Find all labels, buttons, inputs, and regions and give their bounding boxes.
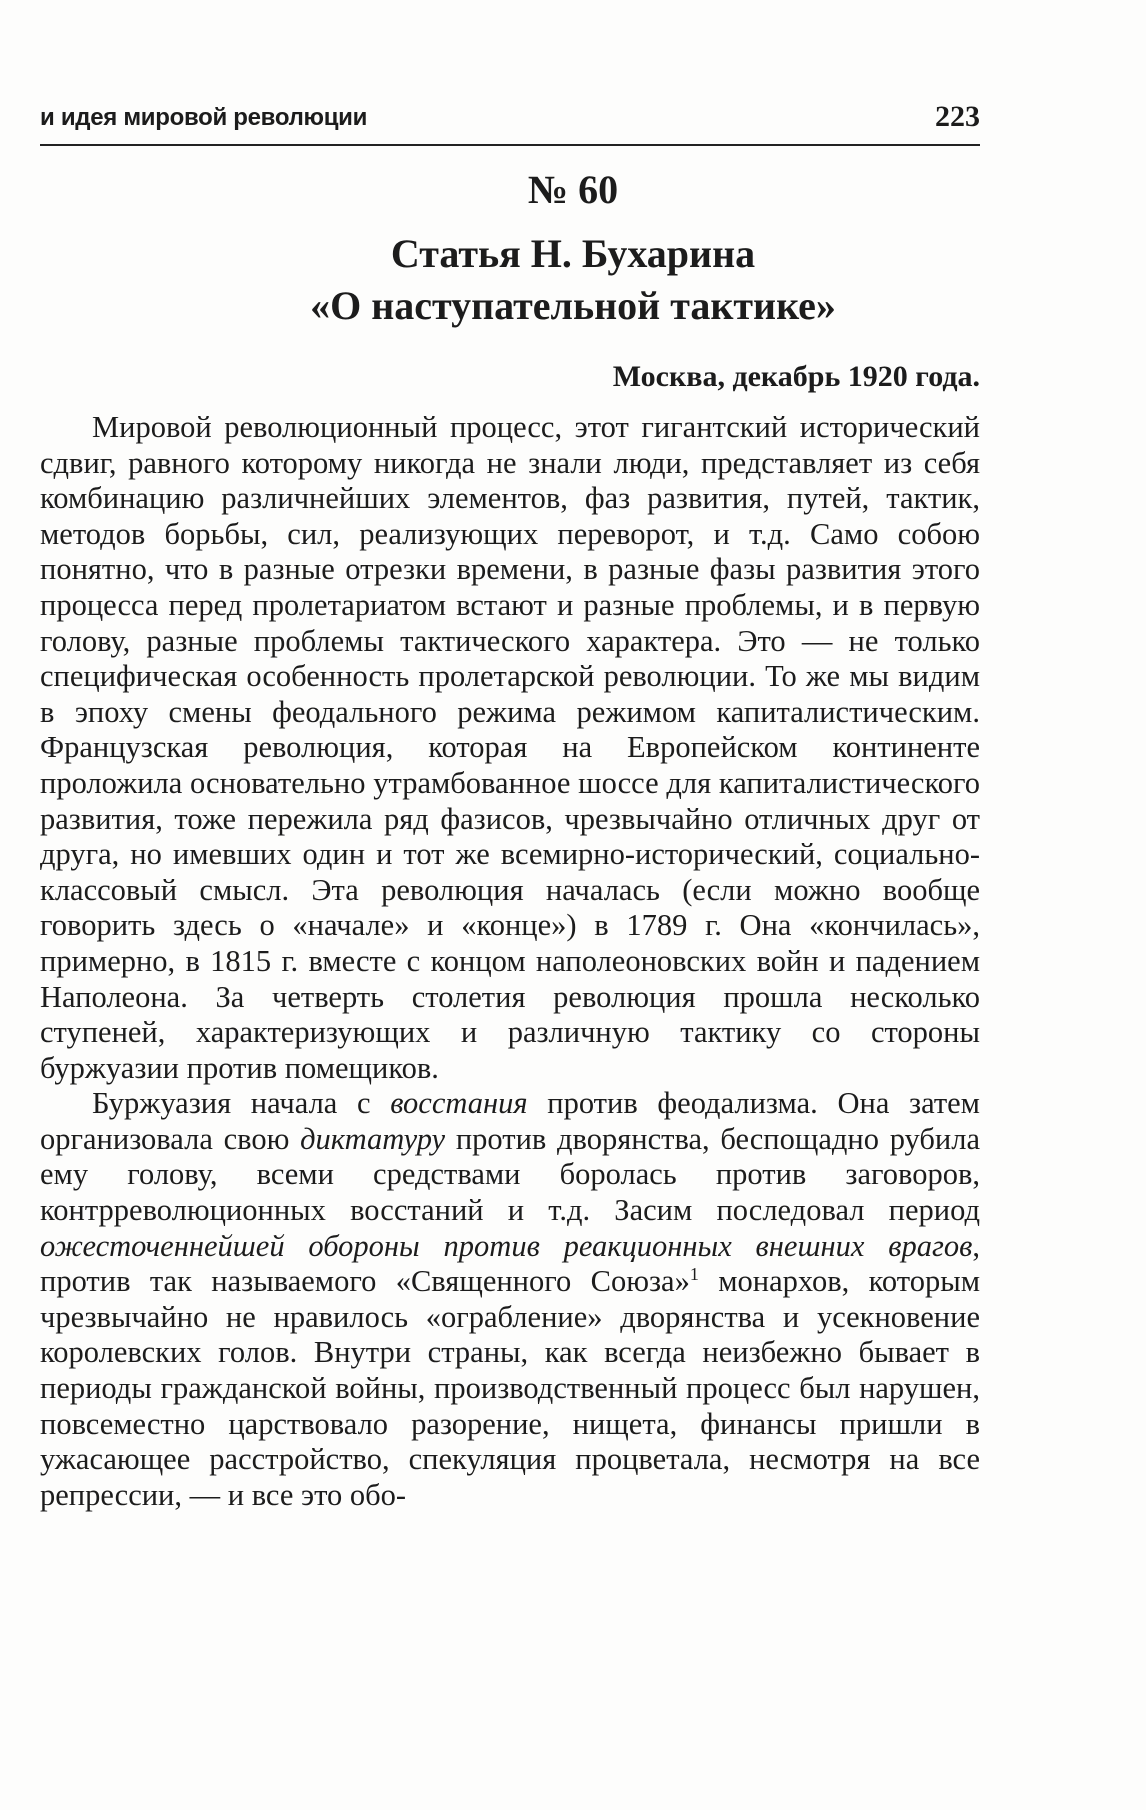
running-title: и идея мировой революции [40,104,368,131]
document-number: № 60 [527,167,619,212]
paragraph-2-text-5: монархов, которым чрезвычайно не нравилось «ограбление» дворянства и усекновение королевских голов. Внутри страны, как всегда неизбежно бывает в периоды гражданской войны, производственный процесс был нарушен, повсеместно царствовало разорение, нищета, финансы пришли в ужасающее расстройство, спекуляция процветала, несмотря на все репрессии, — и все это обо- [40,1264,980,1512]
document-title-line-2: «О наступательной тактике» [310,283,836,328]
paragraph-2-text-2: против феодализма. Она затем организовала свою [40,1086,980,1156]
emphasis-dictatorship: диктатуру [300,1121,446,1156]
page-header [40,100,980,146]
emphasis-defense: ожесточеннейшей обороны против реакционных внешних врагов [40,1228,973,1263]
paragraph-1: Мировой революционный процесс, этот гигантский исторический сдвиг, равного которому никогда не знали люди, представляет из себя комбинацию различнейших элементов, фаз развития, путей, тактик, методов борьбы, сил, реализующих переворот, и т.д. Само собою понятно, что в разные отрезки времени, в разные фазы развития этого процесса перед пролетариатом встают и разные проблемы, и в первую голову, разные проблемы тактического характера. Это — не только специфическая особенность пролетарской революции. То же мы видим в эпоху смены феодального режима режимом капиталистическим. Французская революция, которая на Европейском континенте проложила основательно утрамбованное шоссе для капиталистического развития, тоже пережила ряд фазисов, чрезвычайно отличных друг от друга, но имевших один и тот же всемирно-исторический, социально-классовый смысл. Эта революция началась (если можно вообще говорить здесь о «начале» и «конце») в 1789 г. Она «кончилась», примерно, в 1815 г. вместе с концом наполеоновских войн и падением Наполеона. За четверть столетия революция прошла несколько ступеней, характеризующих и различную тактику со стороны буржуазии против помещиков. [40,410,980,1085]
paragraph-2-text-3: против дворянства, беспощадно рубила ему голову, всеми средствами боролась против заговоров, контрреволюционных восстаний и т.д. Засим последовал период [40,1121,981,1228]
footnote-marker[interactable]: 1 [689,1264,699,1285]
document-title [0,228,1146,332]
article-body [40,410,980,1513]
emphasis-uprising: восстания [390,1086,528,1121]
paragraph-2-text-1: Буржуазия начала с [92,1086,391,1121]
paragraph-2 [40,1086,980,1513]
dateline: Москва, декабрь 1920 года. [612,360,980,393]
paragraph-2-text-4: , против так называемого «Священного Союза» [40,1228,980,1299]
page-number: 223 [935,100,980,133]
document-title-line-1: Статья Н. Бухарина [390,231,756,276]
